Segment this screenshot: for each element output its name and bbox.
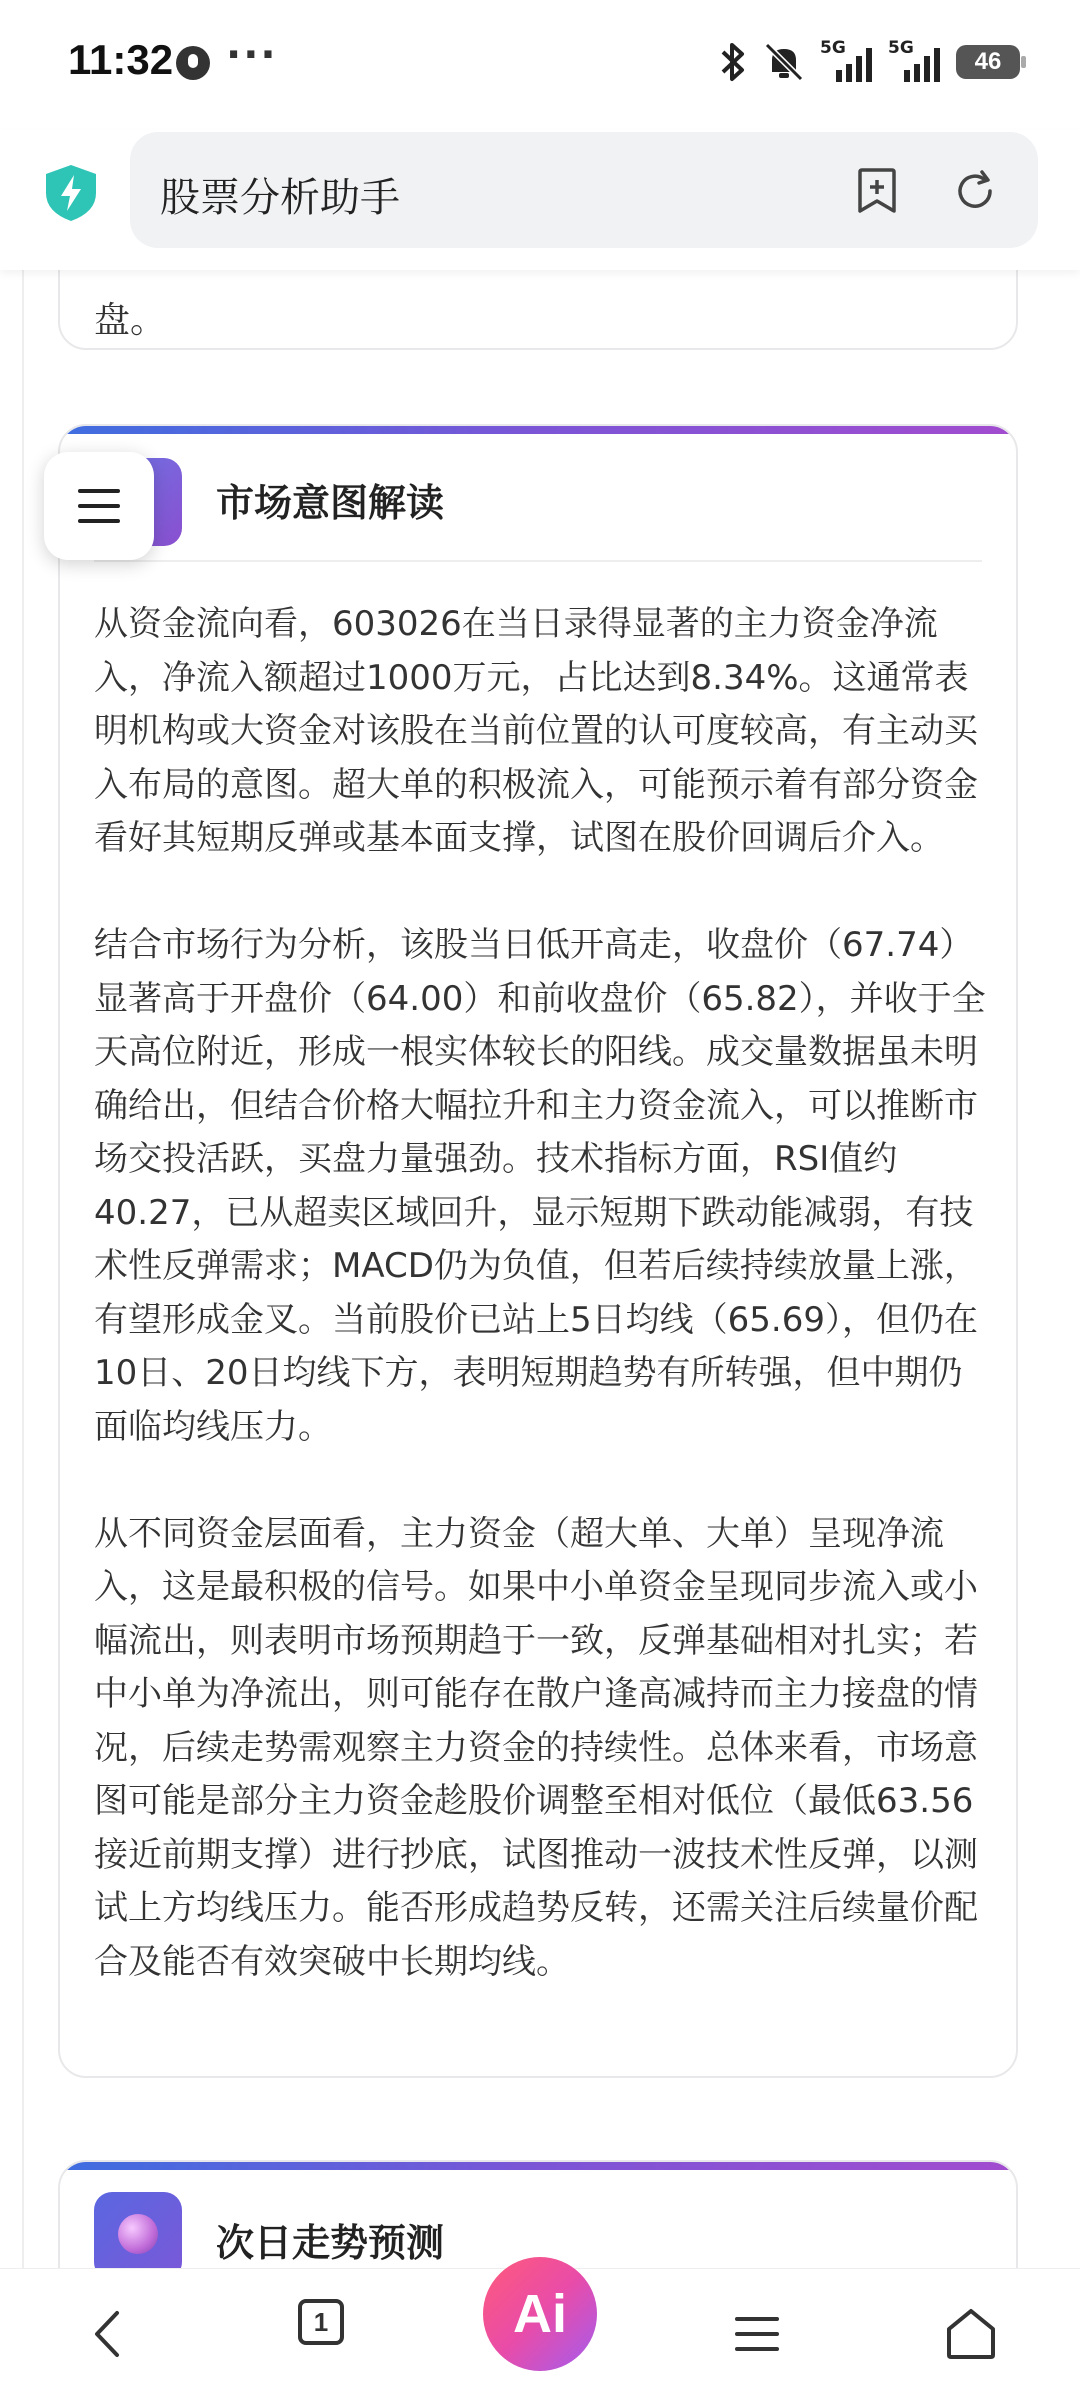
browser-top-bar bbox=[0, 130, 1080, 270]
shield-icon[interactable] bbox=[42, 163, 100, 223]
status-icons bbox=[718, 38, 1020, 86]
tab-count: 1 bbox=[298, 2299, 344, 2345]
menu-button[interactable] bbox=[722, 2299, 792, 2369]
paragraph-fund-flow: 从资金流向看，603026在当日录得显著的主力资金净流入，净流入额超过1000万元，占比达到8.34%。这通常表明机构或大资金对该股在当前位置的认可度较高，有主动买入布局的意图。超大单的积极流入，可能预示着有部分资金看好其短期反弹或基本面支撑，试图在股价回调后介入。 bbox=[94, 604, 978, 858]
tabs-button[interactable] bbox=[298, 2299, 368, 2369]
next-day-forecast-card bbox=[58, 2160, 1018, 2268]
page-title[interactable]: 股票分析助手 bbox=[160, 175, 400, 221]
card-accent-strip bbox=[60, 2162, 1016, 2170]
back-button[interactable] bbox=[72, 2299, 142, 2369]
crystal-ball-icon bbox=[94, 2192, 182, 2268]
floating-menu-button[interactable] bbox=[44, 452, 154, 560]
battery-icon bbox=[956, 45, 1020, 79]
signal-1-label: 5G bbox=[820, 38, 846, 58]
signal-2-label: 5G bbox=[888, 38, 914, 58]
market-intent-card bbox=[58, 424, 1018, 2078]
menu-icon bbox=[733, 2314, 781, 2354]
hamburger-menu-icon bbox=[76, 485, 122, 527]
back-arrow-icon bbox=[87, 2309, 127, 2359]
refresh-icon[interactable] bbox=[952, 168, 998, 214]
bookmark-add-icon[interactable] bbox=[854, 168, 900, 214]
page-content[interactable] bbox=[0, 270, 1080, 2268]
battery-level: 46 bbox=[974, 48, 1002, 75]
card-title: 次日走势预测 bbox=[216, 2221, 445, 2265]
address-bar[interactable] bbox=[130, 132, 1038, 248]
status-time: 11:32 bbox=[68, 36, 174, 83]
previous-card bbox=[58, 270, 1018, 350]
home-button[interactable] bbox=[936, 2299, 1006, 2369]
card-title: 市场意图解读 bbox=[216, 481, 445, 525]
focus-mode-icon bbox=[176, 46, 210, 80]
divider bbox=[94, 560, 982, 562]
bottom-navigation bbox=[0, 2268, 1080, 2401]
home-icon bbox=[944, 2307, 998, 2361]
status-bar bbox=[0, 0, 1080, 130]
ai-assistant-button[interactable]: Ai bbox=[483, 2257, 597, 2371]
paragraph-market-behavior: 结合市场行为分析，该股当日低开高走，收盘价（67.74）显著高于开盘价（64.00）和前收盘价（65.82），并收于全天高位附近，形成一根实体较长的阳线。成交量数据虽未明确给出，但结合价格大幅拉升和主力资金流入，可以推断市场交投活跃，买盘力量强劲。技术指标方面，RSI值约40.27，已从超卖区域回升，显示短期下跌动能减弱，有技术性反弹需求；MACD仍为负值，但若后续持续放量上涨，有望形成金叉。当前股价已站上5日均线（65.69），但仍在10日、20日均线下方，表明短期趋势有所转强，但中期仍面临均线压力。 bbox=[94, 925, 986, 1447]
signal-icon-1 bbox=[820, 40, 874, 84]
card-header bbox=[60, 426, 1016, 552]
mute-bell-icon bbox=[762, 42, 806, 82]
card-body bbox=[94, 598, 986, 1989]
more-notifications-icon: ··· bbox=[226, 32, 278, 78]
signal-icon-2 bbox=[888, 40, 942, 84]
previous-card-text: 盘。 bbox=[94, 300, 167, 341]
bluetooth-icon bbox=[718, 42, 748, 82]
paragraph-fund-levels: 从不同资金层面看，主力资金（超大单、大单）呈现净流入，这是最积极的信号。如果中小单资金呈现同步流入或小幅流出，则表明市场预期趋于一致，反弹基础相对扎实；若中小单为净流出，则可能存在散户逢高减持而主力接盘的情况，后续走势需观察主力资金的持续性。总体来看，市场意图可能是部分主力资金趁股价调整至相对低位（最低63.56接近前期支撑）进行抄底，试图推动一波技术性反弹，以测试上方均线压力。能否形成趋势反转，还需关注后续量价配合及能否有效突破中长期均线。 bbox=[94, 1513, 978, 1982]
